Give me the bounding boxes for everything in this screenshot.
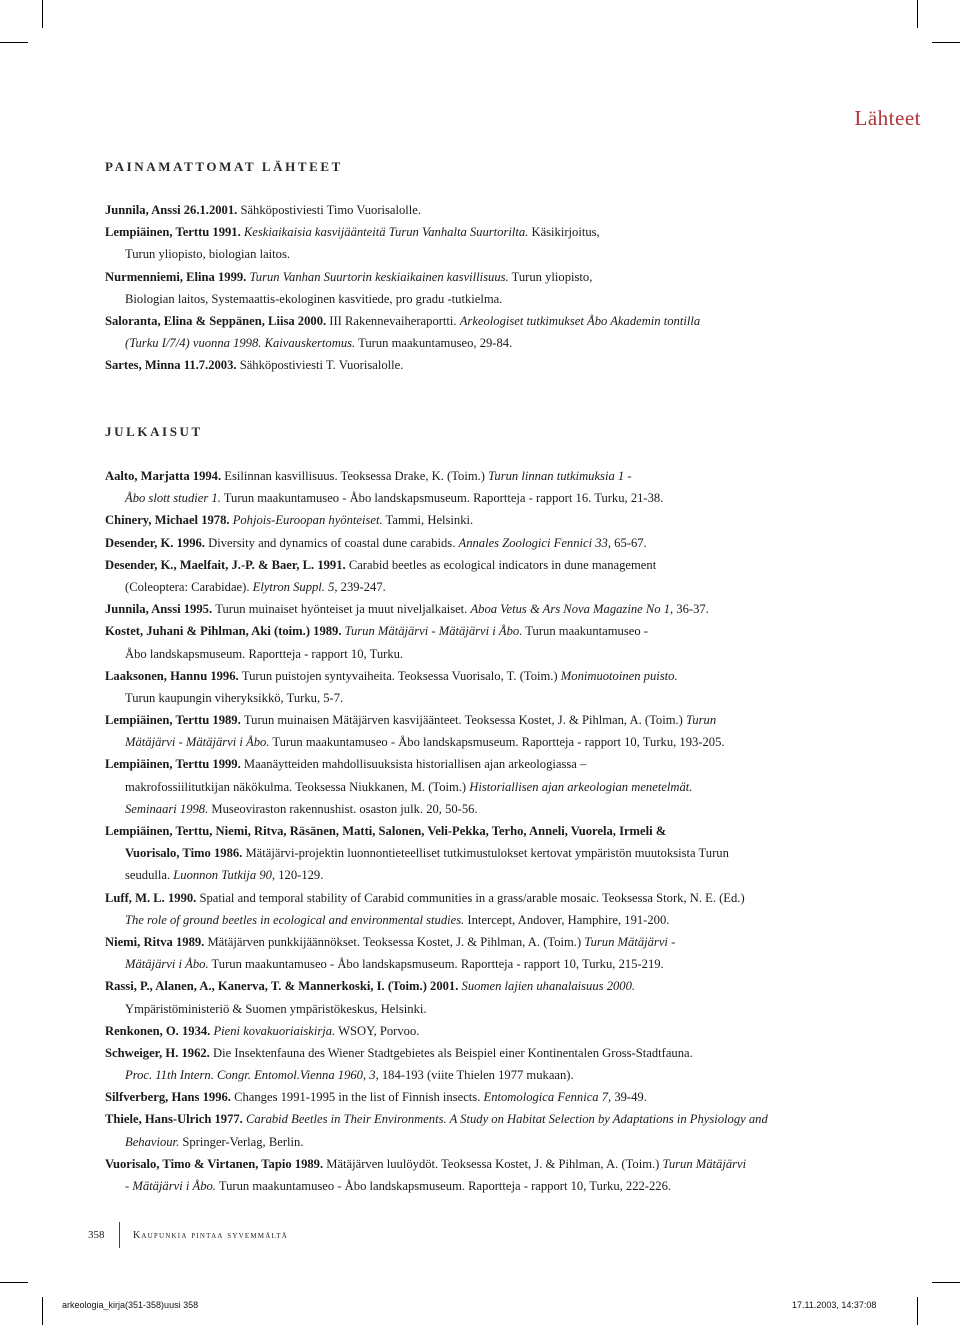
reference-author: Niemi, Ritva 1989.: [105, 934, 208, 949]
reference-entry: [105, 1153, 825, 1197]
reference-line: [105, 465, 825, 487]
reference-line: [105, 864, 825, 886]
reference-text: Intercept, Andover, Hamphire, 191-200.: [464, 912, 670, 927]
reference-list-unpublished: [105, 199, 825, 377]
reference-author: Schweiger, H. 1962.: [105, 1045, 213, 1060]
reference-title: Suomen lajien uhanalaisuus 2000.: [461, 979, 636, 994]
reference-text: WSOY, Porvoo.: [335, 1023, 420, 1038]
reference-author: Renkonen, O. 1934.: [105, 1023, 214, 1038]
reference-line: [105, 1042, 825, 1064]
reference-title: Keskiaikaisia kasvijäänteitä Turun Vanhalta Suurtorilta.: [243, 225, 529, 240]
reference-title: Turun linnan tutkimuksia 1 -: [488, 469, 632, 483]
reference-entry: [105, 598, 825, 620]
reference-title: Turun Mätäjärvi: [662, 1156, 747, 1171]
reference-text: 239-247.: [337, 579, 386, 594]
page-number: 358: [88, 1229, 105, 1241]
reference-title: (Turku I/7/4) vuonna 1998. Kaivauskertomus.: [125, 336, 356, 351]
reference-entry: [105, 1042, 825, 1086]
reference-title: Historiallisen ajan arkeologian menetelmät.: [469, 779, 693, 794]
reference-line: [105, 753, 825, 775]
reference-title: Luonnon Tutkija 90,: [173, 868, 276, 883]
reference-line: [105, 998, 825, 1020]
reference-title: Åbo slott studier 1.: [125, 491, 221, 506]
reference-text: 39-49.: [611, 1090, 647, 1105]
reference-text: makrofossiilitutkijan näkökulma. Teoksessa Niukkanen, M. (Toim.): [125, 779, 470, 794]
reference-line: [105, 1175, 825, 1197]
crop-mark-bottom-right-v: [917, 1297, 918, 1325]
reference-line: [105, 487, 825, 509]
reference-author: Luff, M. L. 1990.: [105, 890, 200, 905]
reference-entry: [105, 532, 825, 554]
reference-title: Turun Mätäjärvi -: [584, 934, 676, 949]
reference-text: Turun maakuntamuseo, 29-84.: [355, 336, 513, 351]
print-slug-filename: arkeologia_kirja(351-358)uusi 358: [62, 1300, 199, 1310]
reference-line: [105, 1064, 825, 1086]
reference-title: Seminaari 1998.: [125, 801, 209, 816]
reference-text: Museoviraston rakennushist. osaston julk. 20, 50-56.: [208, 801, 478, 816]
reference-entry: [105, 554, 825, 598]
reference-text: Springer-Verlag, Berlin.: [179, 1134, 304, 1149]
reference-entry: [105, 310, 825, 354]
section-heading-publications: JULKAISUT: [105, 424, 203, 439]
reference-author: Desender, K., Maelfait, J.-P. & Baer, L. 1991.: [105, 557, 349, 572]
reference-text: Turun puistojen syntyvaiheita. Teoksessa Vuorisalo, T. (Toim.): [241, 668, 561, 683]
reference-title: Turun: [686, 713, 717, 728]
reference-text: Mätäjärvi-projektin luonnontieteelliset tutkimustulokset kertovat ympäristön muutoksista Turun: [245, 846, 729, 861]
reference-text: Turun maakuntamuseo - Åbo landskapsmuseum. Raportteja - rapport 16. Turku, 21-38.: [220, 491, 664, 506]
reference-title: The role of ground beetles in ecological and environmental studies.: [125, 912, 465, 927]
reference-entry: [105, 887, 825, 931]
reference-text: Sähköpostiviesti T. Vuorisalolle.: [239, 358, 404, 373]
crop-mark-top-left-v: [42, 0, 43, 28]
reference-text: Maanäytteiden mahdollisuuksista historiallisen ajan arkeologiassa –: [243, 757, 587, 772]
crop-mark-top-right-v: [917, 0, 918, 28]
reference-line: [105, 931, 825, 953]
reference-text: Mätäjärven punkkijäännökset. Teoksessa Kostet, J. & Pihlman, A. (Toim.): [207, 934, 585, 949]
reference-author: Vuorisalo, Timo & Virtanen, Tapio 1989.: [105, 1156, 327, 1171]
reference-line: [105, 288, 825, 310]
reference-text: Spatial and temporal stability of Carabid communities in a grass/arable mosaic. Teoksessa Stork, N. E. (Ed.): [199, 890, 745, 905]
reference-line: [105, 1020, 825, 1042]
reference-entry: [105, 199, 825, 221]
reference-line: [105, 709, 825, 731]
reference-text: Turun maakuntamuseo - Åbo landskapsmuseum. Raportteja - rapport 10, Turku, 215-219.: [208, 957, 664, 972]
reference-entry: [105, 975, 825, 1019]
reference-title: Carabid Beetles in Their Environments. A Study on Habitat Selection by Adaptations in Physiology and: [245, 1112, 768, 1127]
reference-title: Behaviour.: [125, 1134, 180, 1149]
crop-mark-bottom-left-h: [0, 1282, 28, 1283]
reference-entry: [105, 509, 825, 531]
reference-author: Lempiäinen, Terttu 1991.: [105, 225, 244, 240]
reference-line: [105, 532, 825, 554]
reference-entry: [105, 1108, 825, 1152]
reference-line: [105, 243, 825, 265]
reference-author: Aalto, Marjatta 1994.: [105, 469, 225, 483]
reference-text: Changes 1991-1995 in the list of Finnish insects.: [234, 1090, 484, 1105]
crop-mark-top-left-h: [0, 42, 28, 43]
reference-line: [105, 221, 825, 243]
reference-text: Turun kaupungin viheryksikkö, Turku, 5-7.: [125, 690, 344, 705]
reference-text: Tammi, Helsinki.: [382, 513, 474, 528]
reference-text: 65-67.: [611, 535, 647, 550]
reference-line: [105, 820, 825, 842]
reference-author: Sartes, Minna 11.7.2003.: [105, 358, 240, 373]
reference-text: 36-37.: [673, 602, 709, 617]
reference-line: [105, 842, 825, 864]
reference-line: [105, 199, 825, 221]
reference-line: [105, 887, 825, 909]
section-heading-unpublished: PAINAMATTOMAT LÄHTEET: [105, 159, 343, 174]
reference-line: [105, 598, 825, 620]
reference-author: Nurmenniemi, Elina 1999.: [105, 269, 250, 284]
reference-line: [105, 266, 825, 288]
reference-line: [105, 354, 825, 376]
reference-line: [105, 975, 825, 997]
reference-text: Carabid beetles as ecological indicators in dune management: [348, 557, 657, 572]
reference-text: 120-129.: [275, 868, 324, 883]
reference-text: Biologian laitos, Systemaattis-ekologinen kasvitiede, pro gradu -tutkielma.: [125, 291, 503, 306]
reference-entry: [105, 465, 825, 509]
reference-text: Turun maakuntamuseo -: [522, 624, 648, 639]
reference-line: [105, 509, 825, 531]
reference-text: Turun yliopisto, biologian laitos.: [125, 247, 291, 262]
reference-title: Pohjois-Euroopan hyönteiset.: [232, 513, 383, 528]
reference-text: III Rakennevaiheraportti.: [329, 313, 460, 328]
reference-author: Lempiäinen, Terttu 1989.: [105, 713, 244, 728]
reference-text: Ympäristöministeriö & Suomen ympäristökeskus, Helsinki.: [125, 1001, 427, 1016]
reference-entry: [105, 820, 825, 887]
reference-text: Turun maakuntamuseo - Åbo landskapsmuseum. Raportteja - rapport 10, Turku, 222-226.: [215, 1179, 672, 1193]
reference-title: Proc. 11th Intern. Congr. Entomol.Vienna 1960, 3,: [125, 1068, 379, 1083]
reference-title: Aboa Vetus & Ars Nova Magazine No 1,: [470, 602, 674, 617]
reference-title: Annales Zoologici Fennici 33,: [458, 535, 612, 550]
reference-title: Turun Mätäjärvi - Mätäjärvi i Åbo.: [344, 624, 523, 639]
reference-text: Turun muinaiset hyönteiset ja muut niveljalkaiset.: [215, 602, 471, 617]
reference-author: Rassi, P., Alanen, A., Kanerva, T. & Mannerkoski, I. (Toim.) 2001.: [105, 979, 462, 994]
reference-title: Monimuotoinen puisto.: [560, 668, 678, 683]
reference-line: [105, 1086, 825, 1108]
reference-title: Turun Vanhan Suurtorin keskiaikainen kasvillisuus.: [249, 269, 509, 284]
reference-text: Diversity and dynamics of coastal dune carabids.: [208, 535, 459, 550]
reference-title: Entomologica Fennica 7,: [483, 1090, 612, 1105]
footer-divider: [119, 1222, 120, 1248]
running-title: Kaupunkia pintaa syvemmältä: [133, 1230, 289, 1241]
reference-line: [105, 687, 825, 709]
reference-author: Thiele, Hans-Ulrich 1977.: [105, 1112, 246, 1127]
reference-line: [105, 1108, 825, 1130]
reference-author: Saloranta, Elina & Seppänen, Liisa 2000.: [105, 313, 330, 328]
reference-title: - Mätäjärvi i Åbo.: [125, 1179, 216, 1193]
reference-entry: [105, 266, 825, 310]
reference-text: (Coleoptera: Carabidae).: [125, 579, 253, 594]
reference-line: [105, 620, 825, 642]
reference-text: Mätäjärven luulöydöt. Teoksessa Kostet, J. & Pihlman, A. (Toim.): [326, 1156, 663, 1171]
reference-text: Käsikirjoitus,: [528, 225, 600, 240]
reference-entry: [105, 1020, 825, 1042]
reference-author: Desender, K. 1996.: [105, 535, 209, 550]
reference-author: Chinery, Michael 1978.: [105, 513, 233, 528]
reference-line: [105, 310, 825, 332]
reference-text: Turun yliopisto,: [508, 269, 593, 284]
reference-title: Elytron Suppl. 5,: [252, 579, 338, 594]
reference-line: [105, 953, 825, 975]
reference-line: [105, 731, 825, 753]
print-slug-timestamp: 17.11.2003, 14:37:08: [792, 1300, 877, 1310]
reference-entry: [105, 620, 825, 664]
crop-mark-top-right-h: [932, 42, 960, 43]
reference-line: [105, 332, 825, 354]
reference-title: Mätäjärvi i Åbo.: [125, 957, 209, 972]
reference-line: [105, 576, 825, 598]
reference-text: Åbo landskapsmuseum. Raportteja - rapport 10, Turku.: [125, 646, 404, 661]
reference-title: Arkeologiset tutkimukset Åbo Akademin tontilla: [459, 313, 701, 328]
reference-line: [105, 554, 825, 576]
reference-author: Lempiäinen, Terttu, Niemi, Ritva, Räsänen, Matti, Salonen, Veli-Pekka, Terho, Anneli, Vuorela, Irmeli &: [105, 824, 667, 838]
reference-text: 184-193 (viite Thielen 1977 mukaan).: [378, 1068, 574, 1083]
reference-entry: [105, 1086, 825, 1108]
page-title: Lähteet: [854, 106, 921, 130]
reference-list-publications: [105, 465, 825, 1197]
reference-author: Laaksonen, Hannu 1996.: [105, 668, 242, 683]
reference-line: [105, 665, 825, 687]
reference-author: Lempiäinen, Terttu 1999.: [105, 757, 244, 772]
reference-text: seudulla.: [125, 868, 174, 883]
reference-author: Junnila, Anssi 26.1.2001.: [105, 203, 241, 217]
reference-line: [105, 909, 825, 931]
reference-entry: [105, 221, 825, 265]
reference-entry: [105, 931, 825, 975]
reference-title: Mätäjärvi - Mätäjärvi i Åbo.: [125, 735, 270, 750]
reference-title: Pieni kovakuoriaiskirja.: [213, 1023, 336, 1038]
reference-entry: [105, 665, 825, 709]
reference-author: Kostet, Juhani & Pihlman, Aki (toim.) 1989.: [105, 624, 345, 639]
reference-line: [105, 798, 825, 820]
reference-entry: [105, 354, 825, 376]
reference-author: Junnila, Anssi 1995.: [105, 602, 216, 617]
reference-author: Silfverberg, Hans 1996.: [105, 1090, 235, 1105]
reference-text: Sähköpostiviesti Timo Vuorisalolle.: [240, 203, 422, 217]
reference-entry: [105, 709, 825, 753]
reference-text: Esilinnan kasvillisuus. Teoksessa Drake, K. (Toim.): [224, 469, 489, 483]
reference-text: Die Insektenfauna des Wiener Stadtgebietes als Beispiel einer Kontinentalen Gross-Stadtfauna.: [212, 1045, 693, 1060]
reference-line: [105, 1153, 825, 1175]
reference-line: [105, 643, 825, 665]
crop-mark-bottom-left-v: [42, 1297, 43, 1325]
reference-line: [105, 1131, 825, 1153]
crop-mark-bottom-right-h: [932, 1282, 960, 1283]
reference-text: Turun maakuntamuseo - Åbo landskapsmuseum. Raportteja - rapport 10, Turku, 193-205.: [269, 735, 725, 750]
reference-text: Turun muinaisen Mätäjärven kasvijäänteet. Teoksessa Kostet, J. & Pihlman, A. (Toim.): [243, 713, 687, 728]
reference-entry: [105, 753, 825, 820]
reference-line: [105, 776, 825, 798]
reference-author: Vuorisalo, Timo 1986.: [125, 846, 246, 861]
